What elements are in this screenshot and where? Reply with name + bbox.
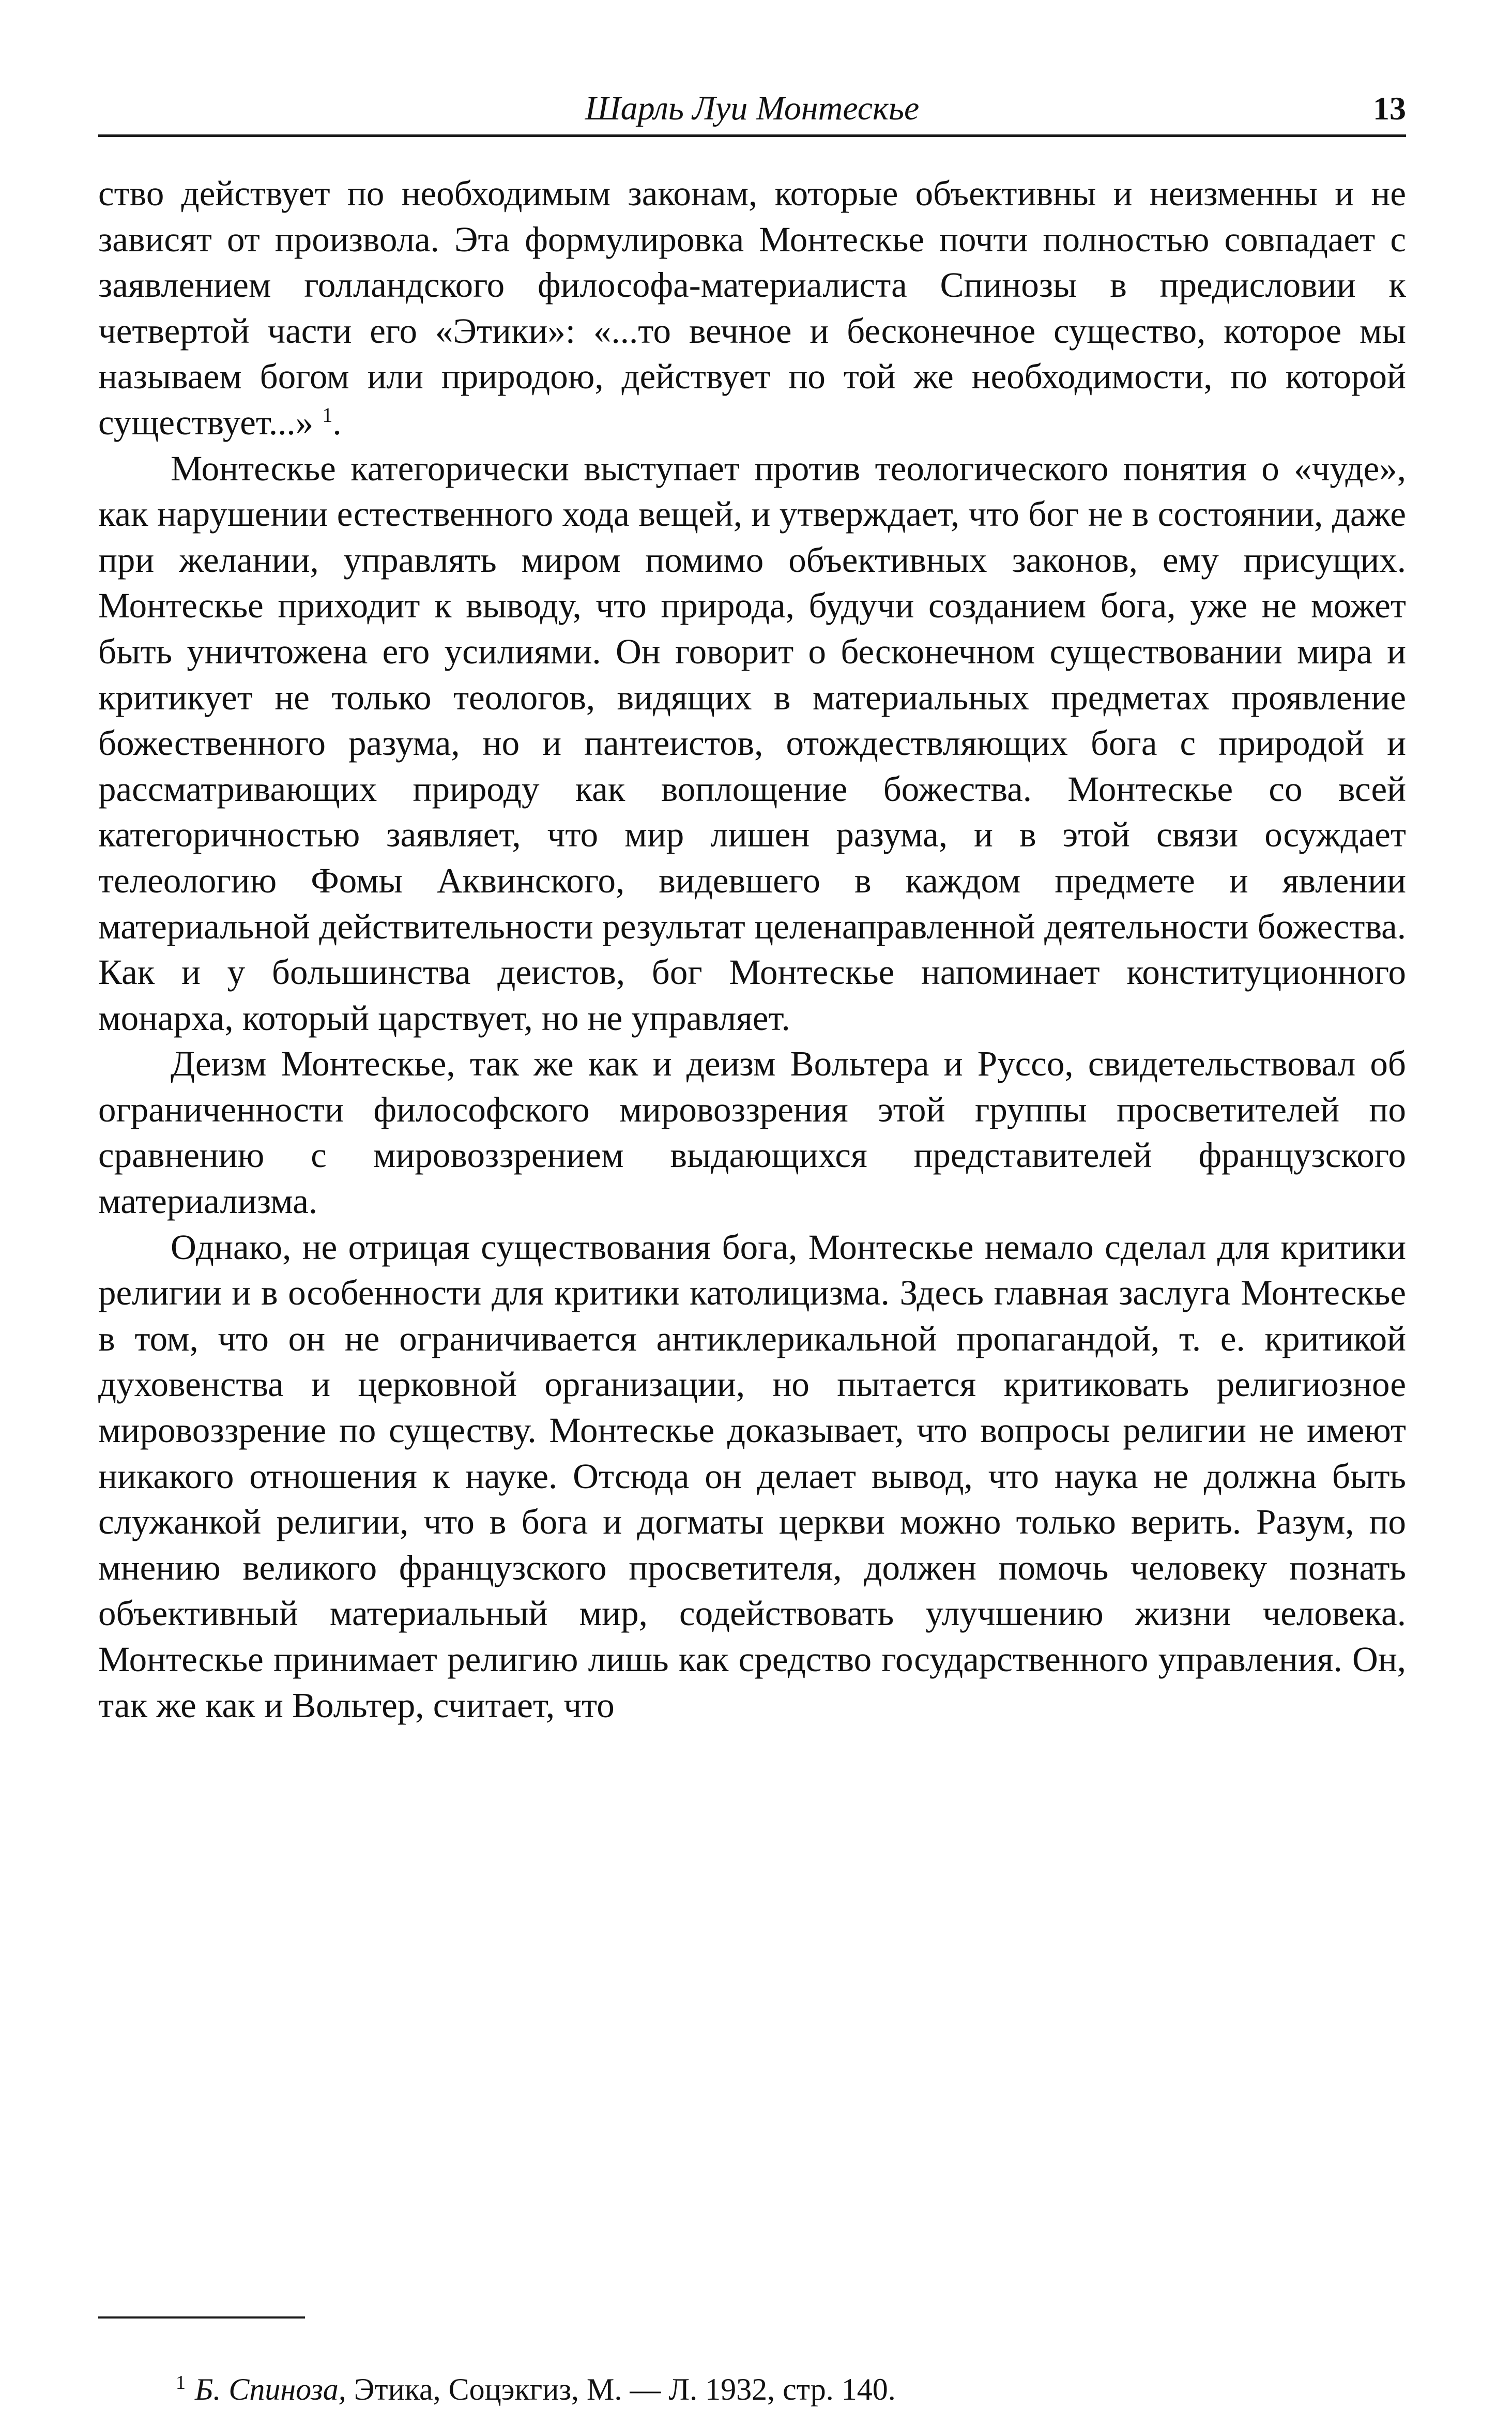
footnote: [176, 2363, 1365, 2409]
paragraph-1-text: ство действует по необходимым законам, которые объективны и неизменны и не зависят от произвола. Эта формулировка Монтескье почти полностью совпадает с заявлением голландского философа-материалиста Спинозы в предисловии к четвертой части его «Этики»: «...то вечное и бесконечное существо, которое мы называем богом или природою, действует по той же необходимости, по которой существует...»: [98, 174, 1406, 442]
paragraph-3: Деизм Монтескье, так же как и деизм Вольтера и Руссо, свидетельствовал об ограниченности философского мировоззрения этой группы просветителей по сравнению с мировоззрением выдающихся представителей французского материализма.: [98, 1044, 1406, 1221]
footnote-mark: 1: [176, 2372, 186, 2393]
paragraph-1-tail: .: [332, 402, 342, 442]
header-rule: [98, 134, 1406, 137]
running-head: Шарль Луи Монтескье: [585, 89, 920, 127]
footnote-reference: 1: [322, 403, 333, 427]
page-number: 13: [1373, 90, 1406, 127]
footnote-author: Б. Спиноза,: [195, 2372, 346, 2406]
body-text: [98, 171, 1406, 1728]
paragraph-2: Монтескье категорически выступает против теологического понятия о «чуде», как нарушении естественного хода вещей, и утверждает, что бог не в состоянии, даже при желании, управлять миром помимо объективных законов, ему присущих. Монтескье приходит к выводу, что природа, будучи созданием бога, уже не может быть уничтожена его усилиями. Он говорит о бесконечном существовании мира и критикует не только теологов, видящих в материальных предметах проявление божественного разума, но и пантеистов, отождествляющих бога с природой и рассматривающих природу как воплощение божества. Монтескье со всей категоричностью заявляет, что мир лишен разума, и в этой связи осуждает телеологию Фомы Аквинского, видевшего в каждом предмете и явлении материальной действительности результат целенаправленной деятельности божества. Как и у большинства деистов, бог Монтескье напоминает конституционного монарха, который царствует, но не управляет.: [98, 448, 1406, 1038]
page-header: [98, 78, 1406, 140]
paragraph-1: [98, 171, 1406, 446]
book-page: [98, 78, 1406, 2406]
footnote-text: Этика, Соцэкгиз, М. — Л. 1932, стр. 140.: [354, 2372, 896, 2406]
paragraph-4: Однако, не отрицая существования бога, Монтескье немало сделал для критики религии и в особенности для критики католицизма. Здесь главная заслуга Монтескье в том, что он не ограничивается антиклерикальной пропагандой, т. е. критикой духовенства и церковной организации, но пытается критиковать религиозное мировоззрение по существу. Монтескье доказывает, что вопросы религии не имеют никакого отношения к науке. Отсюда он делает вывод, что наука не должна быть служанкой религии, что в бога и догматы церкви можно только верить. Разум, по мнению великого французского просветителя, должен помочь человеку познать объективный материальный мир, содействовать улучшению жизни человека. Монтескье принимает религию лишь как средство государственного управления. Он, так же как и Вольтер, считает, что: [98, 1227, 1406, 1725]
footnote-rule: [98, 2316, 305, 2319]
